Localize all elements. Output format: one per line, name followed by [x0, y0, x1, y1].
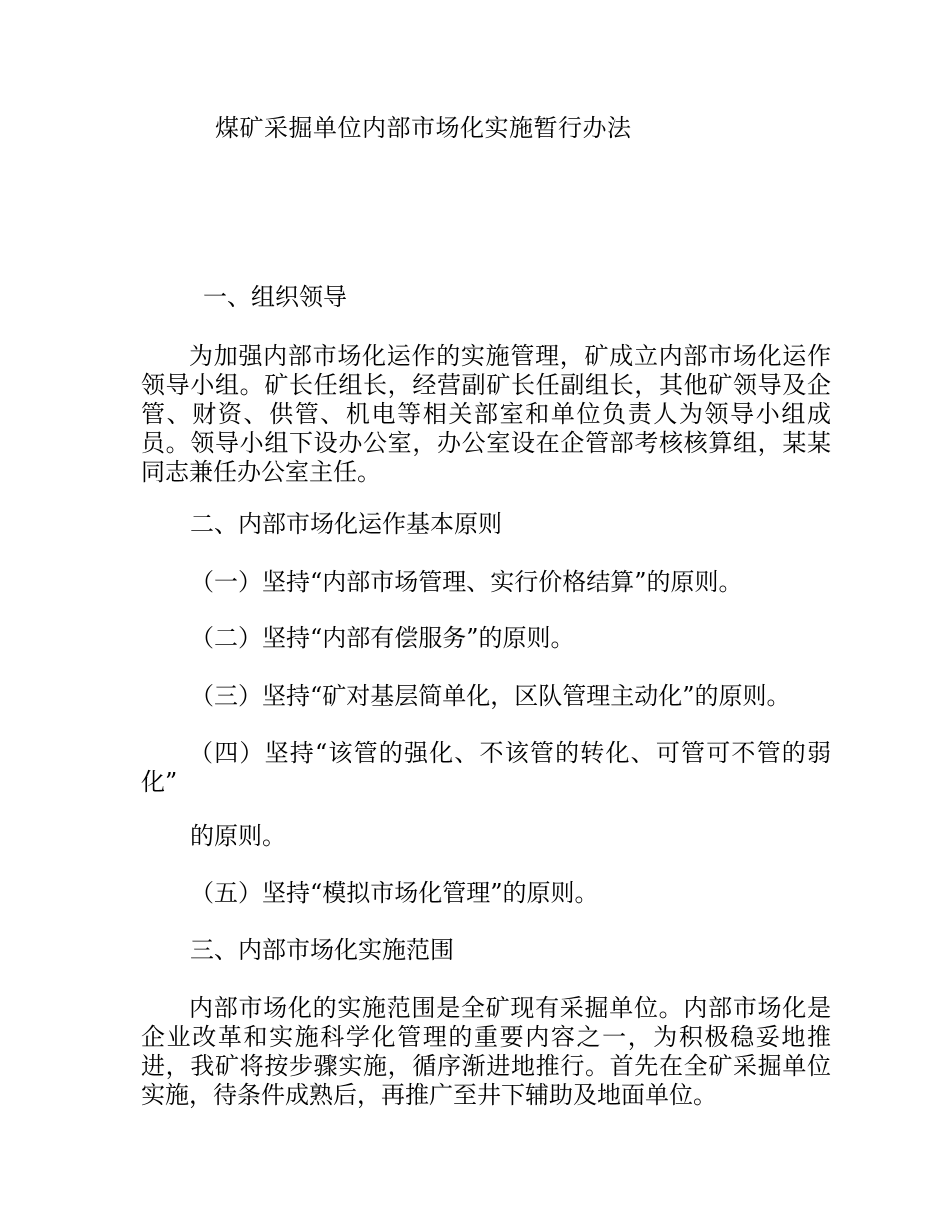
principle-item-1: （一）坚持“内部市场管理、实行价格结算”的原则。	[190, 568, 743, 596]
principle-item-4-continuation: 的原则。	[190, 822, 286, 850]
section-3-heading: 三、内部市场化实施范围	[190, 936, 454, 964]
section-1-paragraph: 为加强内部市场化运作的实施管理，矿成立内部市场化运作领导小组。矿长任组长，经营副矿长任副组长，其他矿领导及企管、财资、供管、机电等相关部室和单位负责人为领导小组成员。领导小组下设办公室，办公室设在企管部考核核算组，某某同志兼任办公室主任。	[141, 342, 831, 486]
section-3-paragraph: 内部市场化的实施范围是全矿现有采掘单位。内部市场化是企业改革和实施科学化管理的重要内容之一，为积极稳妥地推进，我矿将按步骤实施，循序渐进地推行。首先在全矿采掘单位实施，待条件成熟后，再推广至井下辅助及地面单位。	[141, 994, 831, 1109]
principle-item-4: （四）坚持“该管的强化、不该管的转化、可管可不管的弱化”	[141, 739, 831, 796]
section-1-heading: 一、组织领导	[203, 283, 347, 311]
section-2-heading: 二、内部市场化运作基本原则	[190, 510, 502, 538]
principle-item-3: （三）坚持“矿对基层简单化，区队管理主动化”的原则。	[190, 682, 791, 710]
principle-item-2: （二）坚持“内部有偿服务”的原则。	[190, 624, 575, 652]
document-title: 煤矿采掘单位内部市场化实施暂行办法	[215, 114, 632, 142]
principle-item-5: （五）坚持“模拟市场化管理”的原则。	[190, 879, 599, 907]
